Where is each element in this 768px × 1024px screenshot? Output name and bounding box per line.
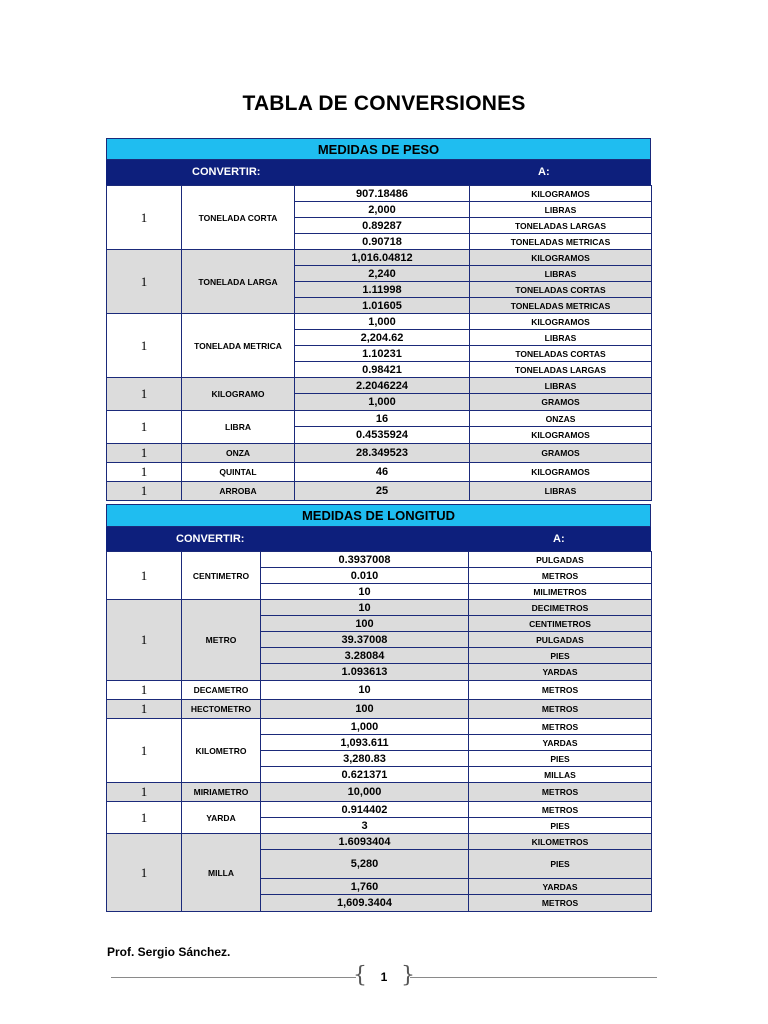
value-cell: 3.28084 bbox=[261, 648, 469, 664]
quantity-cell: 1 bbox=[107, 314, 182, 378]
target-unit-cell: GRAMOS bbox=[470, 444, 652, 463]
length-to-label: A: bbox=[553, 533, 565, 545]
value-cell: 25 bbox=[295, 482, 470, 501]
target-unit-cell: KILOMETROS bbox=[469, 834, 652, 850]
table-row bbox=[107, 314, 652, 330]
value-cell: 1.01605 bbox=[295, 298, 470, 314]
target-unit-cell: METROS bbox=[469, 802, 652, 818]
quantity-cell: 1 bbox=[107, 700, 182, 719]
unit-cell: METRO bbox=[182, 600, 261, 681]
value-cell: 10 bbox=[261, 584, 469, 600]
target-unit-cell: KILOGRAMOS bbox=[470, 463, 652, 482]
table-row bbox=[107, 719, 652, 735]
unit-cell: HECTOMETRO bbox=[182, 700, 261, 719]
target-unit-cell: METROS bbox=[469, 895, 652, 912]
target-unit-cell: METROS bbox=[469, 700, 652, 719]
value-cell: 1,760 bbox=[261, 879, 469, 895]
target-unit-cell: TONELADAS METRICAS bbox=[470, 234, 652, 250]
target-unit-cell: KILOGRAMOS bbox=[470, 186, 652, 202]
unit-cell: YARDA bbox=[182, 802, 261, 834]
target-unit-cell: GRAMOS bbox=[470, 394, 652, 411]
target-unit-cell: TONELADAS LARGAS bbox=[470, 218, 652, 234]
length-column-header-bar bbox=[106, 527, 651, 551]
table-row bbox=[107, 552, 652, 568]
target-unit-cell: DECIMETROS bbox=[469, 600, 652, 616]
value-cell: 0.010 bbox=[261, 568, 469, 584]
page-title: TABLA DE CONVERSIONES bbox=[242, 92, 526, 115]
value-cell: 16 bbox=[295, 411, 470, 427]
target-unit-cell: PIES bbox=[469, 850, 652, 879]
value-cell: 3,280.83 bbox=[261, 751, 469, 767]
target-unit-cell: PIES bbox=[469, 818, 652, 834]
weight-convert-label: CONVERTIR: bbox=[192, 166, 261, 178]
target-unit-cell: TONELADAS CORTAS bbox=[470, 346, 652, 362]
quantity-cell: 1 bbox=[107, 802, 182, 834]
value-cell: 1.10231 bbox=[295, 346, 470, 362]
target-unit-cell: YARDAS bbox=[469, 879, 652, 895]
unit-cell: KILOGRAMO bbox=[182, 378, 295, 411]
target-unit-cell: METROS bbox=[469, 719, 652, 735]
target-unit-cell: TONELADAS LARGAS bbox=[470, 362, 652, 378]
target-unit-cell: LIBRAS bbox=[470, 266, 652, 282]
value-cell: 1,000 bbox=[295, 314, 470, 330]
quantity-cell: 1 bbox=[107, 719, 182, 783]
unit-cell: QUINTAL bbox=[182, 463, 295, 482]
target-unit-cell: CENTIMETROS bbox=[469, 616, 652, 632]
target-unit-cell: METROS bbox=[469, 681, 652, 700]
value-cell: 0.89287 bbox=[295, 218, 470, 234]
target-unit-cell: LIBRAS bbox=[470, 202, 652, 218]
table-row bbox=[107, 250, 652, 266]
value-cell: 2,000 bbox=[295, 202, 470, 218]
target-unit-cell: TONELADAS METRICAS bbox=[470, 298, 652, 314]
quantity-cell: 1 bbox=[107, 482, 182, 501]
length-section-header: MEDIDAS DE LONGITUD bbox=[106, 504, 651, 527]
target-unit-cell: ONZAS bbox=[470, 411, 652, 427]
table-row bbox=[107, 411, 652, 427]
value-cell: 1.093613 bbox=[261, 664, 469, 681]
table-row bbox=[107, 802, 652, 818]
unit-cell: TONELADA LARGA bbox=[182, 250, 295, 314]
unit-cell: LIBRA bbox=[182, 411, 295, 444]
value-cell: 46 bbox=[295, 463, 470, 482]
length-table bbox=[106, 551, 652, 912]
value-cell: 0.90718 bbox=[295, 234, 470, 250]
quantity-cell: 1 bbox=[107, 834, 182, 912]
value-cell: 907.18486 bbox=[295, 186, 470, 202]
target-unit-cell: KILOGRAMOS bbox=[470, 427, 652, 444]
value-cell: 0.621371 bbox=[261, 767, 469, 783]
target-unit-cell: METROS bbox=[469, 783, 652, 802]
unit-cell: ONZA bbox=[182, 444, 295, 463]
target-unit-cell: YARDAS bbox=[469, 664, 652, 681]
value-cell: 3 bbox=[261, 818, 469, 834]
table-row bbox=[107, 834, 652, 850]
table-row bbox=[107, 600, 652, 616]
right-brace-icon: } bbox=[401, 963, 415, 988]
weight-to-label: A: bbox=[538, 166, 550, 178]
author-signature: Prof. Sergio Sánchez. bbox=[107, 945, 231, 959]
unit-cell: ARROBA bbox=[182, 482, 295, 501]
value-cell: 0.3937008 bbox=[261, 552, 469, 568]
target-unit-cell: PIES bbox=[469, 751, 652, 767]
target-unit-cell: LIBRAS bbox=[470, 378, 652, 394]
value-cell: 0.914402 bbox=[261, 802, 469, 818]
target-unit-cell: TONELADAS CORTAS bbox=[470, 282, 652, 298]
table-row bbox=[107, 444, 652, 463]
unit-cell: TONELADA METRICA bbox=[182, 314, 295, 378]
quantity-cell: 1 bbox=[107, 411, 182, 444]
target-unit-cell: PIES bbox=[469, 648, 652, 664]
value-cell: 100 bbox=[261, 700, 469, 719]
value-cell: 5,280 bbox=[261, 850, 469, 879]
unit-cell: KILOMETRO bbox=[182, 719, 261, 783]
quantity-cell: 1 bbox=[107, 783, 182, 802]
left-brace-icon: { bbox=[353, 963, 367, 988]
target-unit-cell: MILIMETROS bbox=[469, 584, 652, 600]
unit-cell: CENTIMETRO bbox=[182, 552, 261, 600]
value-cell: 1.11998 bbox=[295, 282, 470, 298]
target-unit-cell: KILOGRAMOS bbox=[470, 314, 652, 330]
weight-table bbox=[106, 185, 652, 501]
page-number: 1 bbox=[380, 970, 388, 984]
target-unit-cell: YARDAS bbox=[469, 735, 652, 751]
value-cell: 2.2046224 bbox=[295, 378, 470, 394]
quantity-cell: 1 bbox=[107, 600, 182, 681]
value-cell: 1,609.3404 bbox=[261, 895, 469, 912]
value-cell: 1,093.611 bbox=[261, 735, 469, 751]
footer-rule-left bbox=[111, 977, 356, 978]
weight-section-header: MEDIDAS DE PESO bbox=[106, 138, 651, 160]
target-unit-cell: KILOGRAMOS bbox=[470, 250, 652, 266]
value-cell: 10,000 bbox=[261, 783, 469, 802]
unit-cell: MIRIAMETRO bbox=[182, 783, 261, 802]
value-cell: 0.98421 bbox=[295, 362, 470, 378]
quantity-cell: 1 bbox=[107, 552, 182, 600]
target-unit-cell: MILLAS bbox=[469, 767, 652, 783]
table-row bbox=[107, 681, 652, 700]
value-cell: 0.4535924 bbox=[295, 427, 470, 444]
value-cell: 100 bbox=[261, 616, 469, 632]
table-row bbox=[107, 186, 652, 202]
target-unit-cell: PULGADAS bbox=[469, 552, 652, 568]
quantity-cell: 1 bbox=[107, 444, 182, 463]
unit-cell: DECAMETRO bbox=[182, 681, 261, 700]
quantity-cell: 1 bbox=[107, 378, 182, 411]
quantity-cell: 1 bbox=[107, 250, 182, 314]
target-unit-cell: METROS bbox=[469, 568, 652, 584]
table-row bbox=[107, 482, 652, 501]
value-cell: 28.349523 bbox=[295, 444, 470, 463]
table-row bbox=[107, 783, 652, 802]
value-cell: 1,000 bbox=[261, 719, 469, 735]
unit-cell: MILLA bbox=[182, 834, 261, 912]
value-cell: 10 bbox=[261, 681, 469, 700]
target-unit-cell: LIBRAS bbox=[470, 330, 652, 346]
footer-rule-right bbox=[410, 977, 657, 978]
quantity-cell: 1 bbox=[107, 463, 182, 482]
weight-column-header-bar bbox=[106, 160, 651, 185]
target-unit-cell: PULGADAS bbox=[469, 632, 652, 648]
value-cell: 1.6093404 bbox=[261, 834, 469, 850]
quantity-cell: 1 bbox=[107, 681, 182, 700]
value-cell: 10 bbox=[261, 600, 469, 616]
value-cell: 2,240 bbox=[295, 266, 470, 282]
table-row bbox=[107, 463, 652, 482]
value-cell: 1,000 bbox=[295, 394, 470, 411]
target-unit-cell: LIBRAS bbox=[470, 482, 652, 501]
table-row bbox=[107, 700, 652, 719]
length-convert-label: CONVERTIR: bbox=[176, 533, 245, 545]
unit-cell: TONELADA CORTA bbox=[182, 186, 295, 250]
quantity-cell: 1 bbox=[107, 186, 182, 250]
value-cell: 2,204.62 bbox=[295, 330, 470, 346]
table-row bbox=[107, 378, 652, 394]
value-cell: 39.37008 bbox=[261, 632, 469, 648]
value-cell: 1,016.04812 bbox=[295, 250, 470, 266]
